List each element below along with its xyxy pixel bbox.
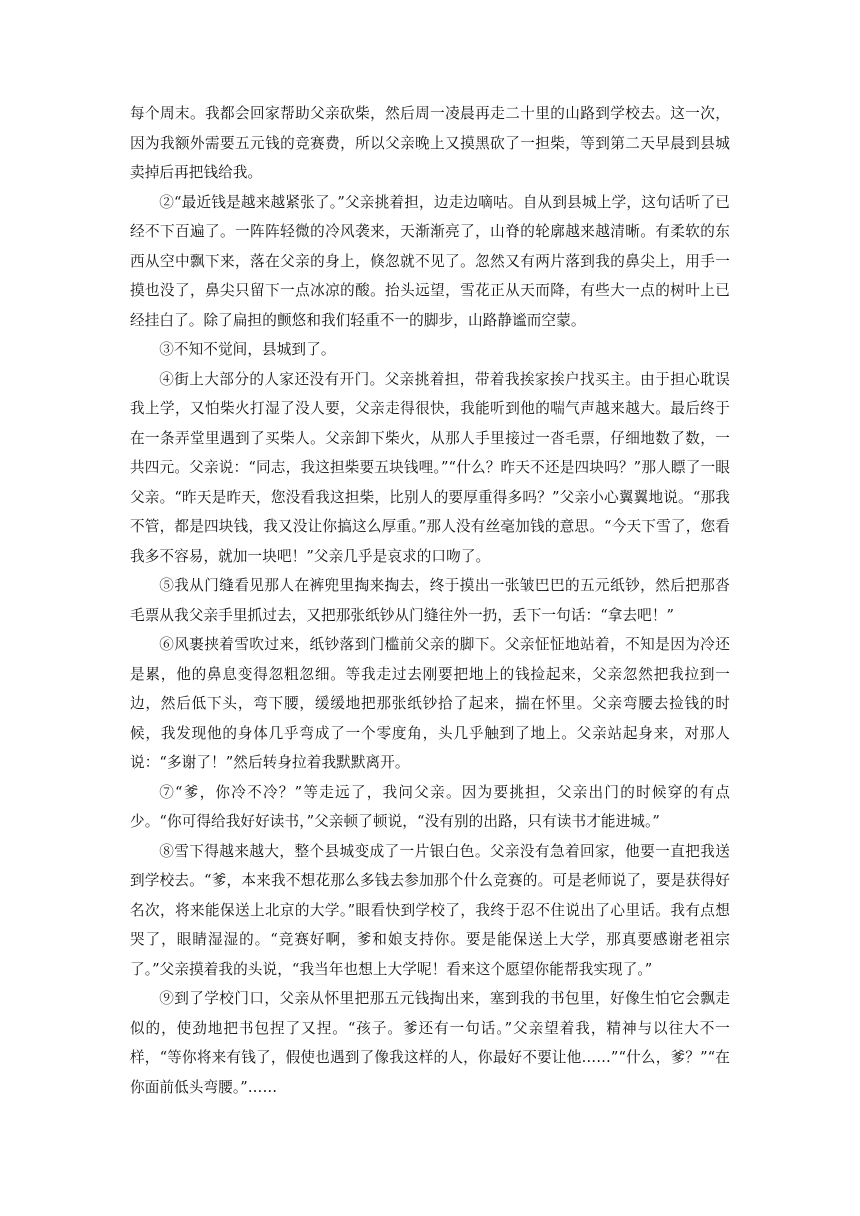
article-body — [130, 99, 730, 1102]
paragraph-9: ⑨到了学校门口，父亲从怀里把那五元钱掏出来，塞到我的书包里，好像生怕它会飘走似的，使劲地把书包捏了又捏。“孩子。爹还有一句话。”父亲望着我，精神与以往大不一样，“等你将来有钱了，假使也遇到了像我这样的人，你最好不要让他……”“什么，爹？”“在你面前低头弯腰。”…… — [130, 990, 730, 1096]
paragraph-2: ②“最近钱是越来越紧张了。”父亲挑着担，边走边嘀咕。自从到县城上学，这句话听了已经不下百遍了。一阵阵轻微的冷风袭来，天渐渐亮了，山脊的轮廓越来越清晰。有柔软的东西从空中飘下来，落在父亲的身上，倏忽就不见了。忽然又有两片落到我的鼻尖上，用手一摸也没了，鼻尖只留下一点冰凉的酸。抬头远望，雪花正从天而降，有些大一点的树叶上已经挂白了。除了扁担的颤悠和我们轻重不一的脚步，山路静谧而空蒙。 — [130, 193, 730, 329]
paragraph-5: ⑤我从门缝看见那人在裤兜里掏来掏去，终于摸出一张皱巴巴的五元纸钞，然后把那沓毛票从我父亲手里抓过去，又把那张纸钞从门缝往外一扔，丢下一句话：“拿去吧！” — [130, 577, 730, 624]
paragraph-8: ⑧雪下得越来越大，整个县城变成了一片银白色。父亲没有急着回家，他要一直把我送到学校去。“爹，本来我不想花那么多钱去参加那个什么竞赛的。可是老师说了，要是获得好名次，将来能保送上北京的大学。”眼看快到学校了，我终于忍不住说出了心里话。我有点想哭了，眼睛湿湿的。“竞赛好啊，爹和娘支持你。要是能保送上大学，那真要感谢老祖宗了。”父亲摸着我的头说，“我当年也想上大学呢！看来这个愿望你能帮我实现了。” — [130, 842, 730, 978]
paragraph-3: ③不知不觉间，县城到了。 — [159, 341, 336, 358]
paragraph-4: ④街上大部分的人家还没有开门。父亲挑着担，带着我挨家挨户找买主。由于担心耽误我上学，又怕柴火打湿了没人要，父亲走得很快，我能听到他的喘气声越来越大。最后终于在一条弄堂里遇到了买柴人。父亲卸下柴火，从那人手里接过一沓毛票，仔细地数了数，一共四元。父亲说：“同志，我这担柴要五块钱哩。”“什么？昨天不还是四块吗？”那人瞟了一眼父亲。“昨天是昨天，您没看我这担柴，比别人的要厚重得多吗？”父亲小心翼翼地说。“那我不管，都是四块钱，我又没让你搞这么厚重。”那人没有丝毫加钱的意思。“今天下雪了，您看我多不容易，就加一块吧！”父亲几乎是哀求的口吻了。 — [130, 370, 730, 565]
paragraph-continuation: 每个周末。我都会回家帮助父亲砍柴，然后周一凌晨再走二十里的山路到学校去。这一次，因为我额外需要五元钱的竞赛费，所以父亲晚上又摸黑砍了一担柴，等到第二天早晨到县城卖掉后再把钱给我。 — [130, 105, 730, 181]
paragraph-7: ⑦“爹，你冷不冷？”等走远了，我问父亲。因为要挑担，父亲出门的时候穿的有点少。“你可得给我好好读书，”父亲顿了顿说，“没有别的出路，只有读书才能进城。” — [130, 783, 730, 830]
paragraph-6: ⑥风裹挟着雪吹过来，纸钞落到门槛前父亲的脚下。父亲怔怔地站着，不知是因为冷还是累，他的鼻息变得忽粗忽细。等我走过去刚要把地上的钱捡起来，父亲忽然把我拉到一边，然后低下头，弯下腰，缓缓地把那张纸钞拾了起来，揣在怀里。父亲弯腰去捡钱的时候，我发现他的身体几乎弯成了一个零度角，头几乎触到了地上。父亲站起身来，对那人说：“多谢了！”然后转身拉着我默默离开。 — [130, 636, 730, 771]
